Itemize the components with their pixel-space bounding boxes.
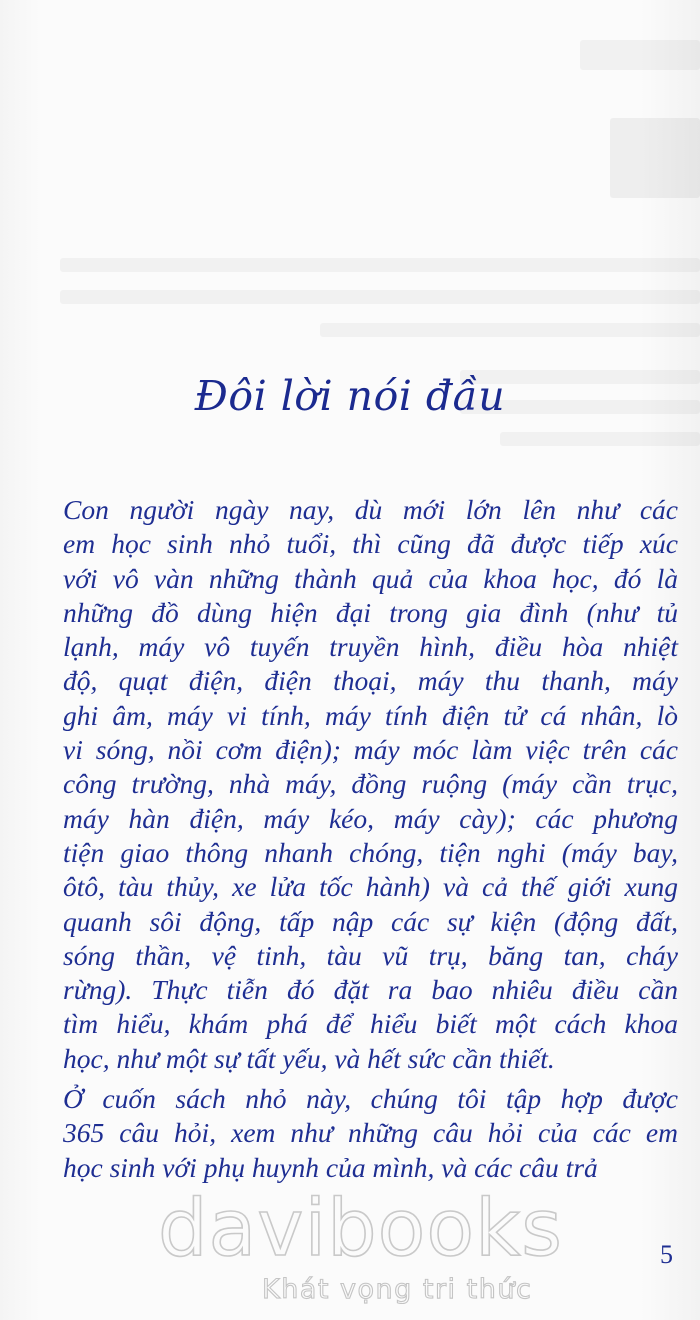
bleed-through-mark — [500, 432, 700, 446]
text-line: ôtô, tàu thủy, xe lửa tốc hành) và cả thế giới xung — [63, 871, 678, 903]
text-line: vi sóng, nồi cơm điện); máy móc làm việc trên các — [63, 734, 678, 766]
bleed-through-mark — [610, 118, 700, 198]
text-line: tìm hiểu, khám phá để hiểu biết một cách khoa — [63, 1008, 678, 1040]
bleed-through-mark — [580, 40, 700, 70]
bleed-through-mark — [60, 258, 700, 272]
text-line: học, như một sự tất yếu, và hết sức cần thiết. — [63, 1042, 555, 1074]
text-line: máy hàn điện, máy kéo, máy cày); các phương — [63, 802, 678, 834]
text-line: ghi âm, máy vi tính, máy tính điện tử cá nhân, lò — [63, 699, 678, 731]
text-line: công trường, nhà máy, đồng ruộng (máy cần trục, — [63, 768, 678, 800]
text-line: quanh sôi động, tấp nập các sự kiện (động đất, — [63, 905, 678, 937]
text-line: học sinh với phụ huynh của mình, và các câu trả — [63, 1151, 598, 1183]
watermark-tagline: Khát vọng tri thức — [262, 1274, 533, 1305]
bleed-through-mark — [60, 290, 700, 304]
text-line: 365 câu hỏi, xem như những câu hỏi của các em — [63, 1117, 678, 1149]
text-line: độ, quạt điện, điện thoại, máy thu thanh, máy — [63, 665, 678, 697]
paragraph-1 — [63, 493, 678, 1076]
paragraph-2 — [63, 1082, 678, 1185]
text-line: sóng thần, vệ tinh, tàu vũ trụ, băng tan, cháy — [63, 939, 678, 971]
page-number: 5 — [660, 1240, 673, 1269]
text-line: Ở cuốn sách nhỏ này, chúng tôi tập hợp được — [63, 1083, 678, 1115]
text-line: rừng). Thực tiễn đó đặt ra bao nhiêu điều cần — [63, 974, 678, 1006]
text-line: em học sinh nhỏ tuổi, thì cũng đã được tiếp xúc — [63, 528, 678, 560]
text-line: tiện giao thông nhanh chóng, tiện nghi (máy bay, — [63, 836, 678, 868]
text-line: những đồ dùng hiện đại trong gia đình (như tủ — [63, 596, 678, 628]
text-line: Con người ngày nay, dù mới lớn lên như các — [63, 494, 678, 525]
text-line: lạnh, máy vô tuyến truyền hình, điều hòa nhiệt — [63, 631, 678, 663]
watermark-logo: davibooks — [158, 1184, 563, 1274]
chapter-title: Đôi lời nói đầu — [194, 372, 506, 420]
body-text — [63, 493, 678, 1185]
bleed-through-mark — [320, 323, 700, 337]
text-line: với vô vàn những thành quả của khoa học, đó là — [63, 562, 678, 594]
